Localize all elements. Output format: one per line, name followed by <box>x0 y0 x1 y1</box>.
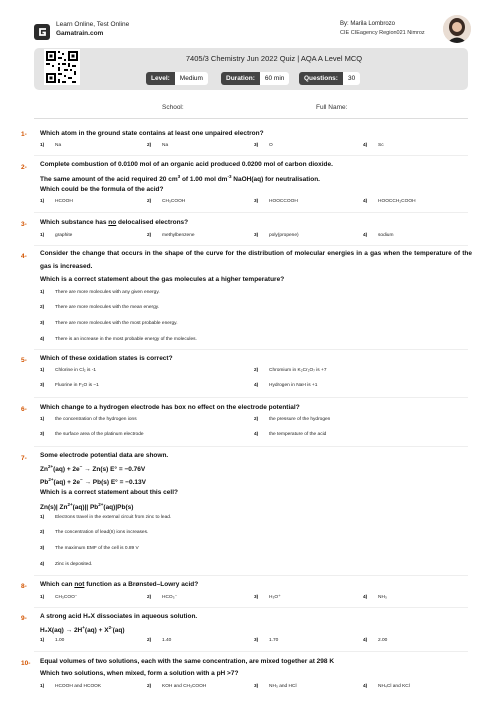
option-label: 2) <box>147 199 152 204</box>
option-label: 1) <box>40 515 45 520</box>
question-text: Which atom in the ground state contains at least one unpaired electron? <box>40 130 264 137</box>
level-value: Medium <box>175 72 208 85</box>
option-label: 1) <box>40 417 45 422</box>
option-label: 2) <box>40 530 45 535</box>
option-text[interactable]: NH₄Cl and KCl <box>378 684 410 689</box>
option-text[interactable]: KOH and CH₃COOH <box>162 684 207 689</box>
option-text[interactable]: Fluorine in F₂O is −1 <box>55 383 99 388</box>
option-text[interactable]: methylbenzene <box>162 233 195 238</box>
cell-notation: Zn(s)| $Zn^{2+}(aq)||$ $Pb^{2+}(aq)|Pb(s)$ <box>40 502 134 512</box>
option-text[interactable]: HCOOH <box>55 199 73 204</box>
option-text[interactable]: sodium <box>378 233 394 238</box>
option-label: 2) <box>40 305 45 310</box>
question-text: Which change to a hydrogen electrode has box no effect on the electrode potential? <box>40 404 300 411</box>
option-label: 1) <box>40 143 45 148</box>
option-label: 4) <box>254 383 259 388</box>
option-text[interactable]: There is an increase in the most probable energy of the molecules. <box>55 337 197 342</box>
question-text: Which can not function as a Brønsted–Lowry acid? <box>40 581 199 588</box>
option-label: 1) <box>40 290 45 295</box>
option-label: 4) <box>40 337 45 342</box>
brand-site[interactable]: Gamatrain.com <box>56 30 104 37</box>
option-label: 4) <box>363 684 368 689</box>
question-number: 2- <box>21 164 27 171</box>
question-divider <box>34 446 468 447</box>
option-label: 3) <box>40 383 45 388</box>
duration-label: Duration: <box>221 72 260 85</box>
option-label: 2) <box>147 233 152 238</box>
questions-label: Questions: <box>299 72 343 85</box>
option-text[interactable]: The concentration of lead(II) ions increases. <box>55 530 149 535</box>
option-text[interactable]: The maximum EMF of the cell is 0.89 V <box>55 546 139 551</box>
question-text: Complete combustion of 0.0100 mol of an organic acid produced 0.0200 mol of carbon dioxide. <box>40 161 333 168</box>
option-text[interactable]: HOOCCH₂COOH <box>378 199 416 204</box>
option-label: 4) <box>363 233 368 238</box>
option-text[interactable]: There are more molecules with the mean energy. <box>55 305 160 310</box>
qr-code-icon <box>44 49 80 85</box>
option-text[interactable]: 1.70 <box>269 638 279 643</box>
option-label: 2) <box>254 417 259 422</box>
question-divider <box>34 575 468 576</box>
question-number: 5- <box>21 357 27 364</box>
option-label: 3) <box>254 233 259 238</box>
option-label: 2) <box>254 368 259 373</box>
option-text[interactable]: Electrons travel in the external circuit from zinc to lead. <box>55 515 172 520</box>
option-label: 1) <box>40 638 45 643</box>
equation-line: $Zn^{2+}(aq) + 2e^- \to Zn(s) E^\circ = -0.76V$ <box>40 464 146 474</box>
full-name-field-label: Full Name: <box>316 104 348 111</box>
equation-line: $Pb^{2+}(aq) + 2e^- \to Pb(s) E^\circ = -0.13V$ <box>40 477 146 487</box>
question-divider <box>34 155 468 156</box>
question-divider <box>34 349 468 350</box>
option-label: 1) <box>40 595 45 600</box>
option-text[interactable]: the concentration of the hydrogen ions <box>55 417 137 422</box>
question-divider <box>34 607 468 608</box>
option-label: 4) <box>254 432 259 437</box>
option-text[interactable]: Chlorine in Cl₂ is -1 <box>55 368 97 373</box>
equation-line: $H_2X(aq) \to 2H^+(aq) + X^{2-}(aq)$ <box>40 625 125 635</box>
author-name: By: Marila Lombrozo <box>340 21 396 27</box>
option-label: 3) <box>254 684 259 689</box>
option-label: 3) <box>254 638 259 643</box>
option-label: 4) <box>363 595 368 600</box>
option-text[interactable]: Zinc is deposited. <box>55 562 93 567</box>
header-divider <box>34 118 468 119</box>
option-text[interactable]: CH₃COO⁻ <box>55 595 78 600</box>
question-text: Equal volumes of two solutions, each with the same concentration, are mixed together at 298 K <box>40 658 335 665</box>
question-number: 8- <box>21 583 27 590</box>
level-label: Level: <box>146 72 175 85</box>
option-label: 2) <box>147 638 152 643</box>
option-label: 2) <box>147 595 152 600</box>
option-text[interactable]: Na <box>162 143 169 148</box>
question-text: Which is a correct statement about this cell? <box>40 489 178 496</box>
option-label: 3) <box>254 595 259 600</box>
question-text: Consider the change that occurs in the shape of the curve for the distribution of molecular energies in a gas when the temperature of the gas is increased. <box>40 250 472 270</box>
question-number: 1- <box>21 131 27 138</box>
question-text: The same amount of the acid required 20 $cm^3$ of 1.00 mol $dm^{-3}$ NaOH(aq) for neutralisation. <box>40 174 320 184</box>
option-text[interactable]: the pressure of the hydrogen <box>269 417 331 422</box>
school-field-label: School: <box>162 104 184 111</box>
option-text[interactable]: poly(propene) <box>269 233 299 238</box>
question-divider <box>34 397 468 398</box>
question-text: Which substance has no delocalised electrons? <box>40 219 189 226</box>
option-text[interactable]: Hydrogen in NaH is +1 <box>269 383 318 388</box>
option-text[interactable]: O <box>269 143 273 148</box>
author-region: CIE CIEagency Region021 Nimroz <box>340 30 425 36</box>
question-divider <box>34 245 468 246</box>
option-label: 4) <box>363 638 368 643</box>
questions-value: 30 <box>343 72 360 85</box>
question-divider <box>34 212 468 213</box>
question-number: 10- <box>21 660 31 667</box>
duration-value: 60 min <box>260 72 290 85</box>
quiz-title: 7405/3 Chemistry Jun 2022 Quiz | AQA A Level MCQ <box>185 54 363 63</box>
option-label: 2) <box>147 143 152 148</box>
question-text: Which could be the formula of the acid? <box>40 186 164 193</box>
option-label: 3) <box>254 199 259 204</box>
author-avatar <box>443 15 471 43</box>
gamatrain-logo-icon <box>34 24 50 40</box>
level-pill <box>146 72 208 85</box>
option-label: 3) <box>254 143 259 148</box>
question-text: Which two solutions, when mixed, form a solution with a pH >7? <box>40 670 239 677</box>
option-label: 4) <box>40 562 45 567</box>
brand-tagline: Learn Online, Test Online <box>56 21 130 28</box>
option-label: 4) <box>363 143 368 148</box>
option-text[interactable]: graphite <box>55 233 73 238</box>
option-text[interactable]: HOOCCOOH <box>269 199 298 204</box>
question-number: 4- <box>21 253 27 260</box>
option-text[interactable]: NH₃ and HCl <box>269 684 297 689</box>
option-label: 2) <box>147 684 152 689</box>
option-text[interactable]: 1.40 <box>162 638 172 643</box>
option-label: 1) <box>40 233 45 238</box>
question-number: 7- <box>21 455 27 462</box>
questions-pill <box>299 72 360 85</box>
option-text[interactable]: the surface area of the platinum electrode <box>55 432 144 437</box>
option-text[interactable]: 2.00 <box>378 638 388 643</box>
option-label: 3) <box>40 321 45 326</box>
option-text[interactable]: HCO₃⁻ <box>162 595 178 600</box>
option-text[interactable]: Chromium in K₂Cr₂O₇ is +7 <box>269 368 327 373</box>
question-divider <box>34 651 468 652</box>
question-number: 3- <box>21 221 27 228</box>
question-text: Which is a correct statement about the gas molecules at a higher temperature? <box>40 276 285 283</box>
question-text: Which of these oxidation states is correct? <box>40 355 173 362</box>
option-label: 3) <box>40 432 45 437</box>
option-text[interactable]: H₃O⁺ <box>269 595 281 600</box>
option-label: 1) <box>40 199 45 204</box>
option-text[interactable]: Na <box>55 143 62 148</box>
option-label: 1) <box>40 368 45 373</box>
question-number: 6- <box>21 406 27 413</box>
option-text[interactable]: CH₃COOH <box>162 199 186 204</box>
page-header <box>0 0 496 45</box>
option-label: 4) <box>363 199 368 204</box>
option-text[interactable]: Sc <box>378 143 384 148</box>
question-text: A strong acid H₂X dissociates in aqueous solution. <box>40 613 198 620</box>
option-text[interactable]: NH₃ <box>378 595 387 600</box>
option-text[interactable]: HCOOH and HCOOK <box>55 684 102 689</box>
option-text[interactable]: There are more molecules with the most probable energy. <box>55 321 178 326</box>
option-text[interactable]: the temperature of the acid <box>269 432 327 437</box>
option-label: 3) <box>40 546 45 551</box>
option-text[interactable]: There are more molecules with any given energy. <box>55 290 160 295</box>
question-text: Some electrode potential data are shown. <box>40 452 169 459</box>
option-label: 1) <box>40 684 45 689</box>
duration-pill <box>221 72 289 85</box>
option-text[interactable]: 1.00 <box>55 638 65 643</box>
question-number: 9- <box>21 615 27 622</box>
